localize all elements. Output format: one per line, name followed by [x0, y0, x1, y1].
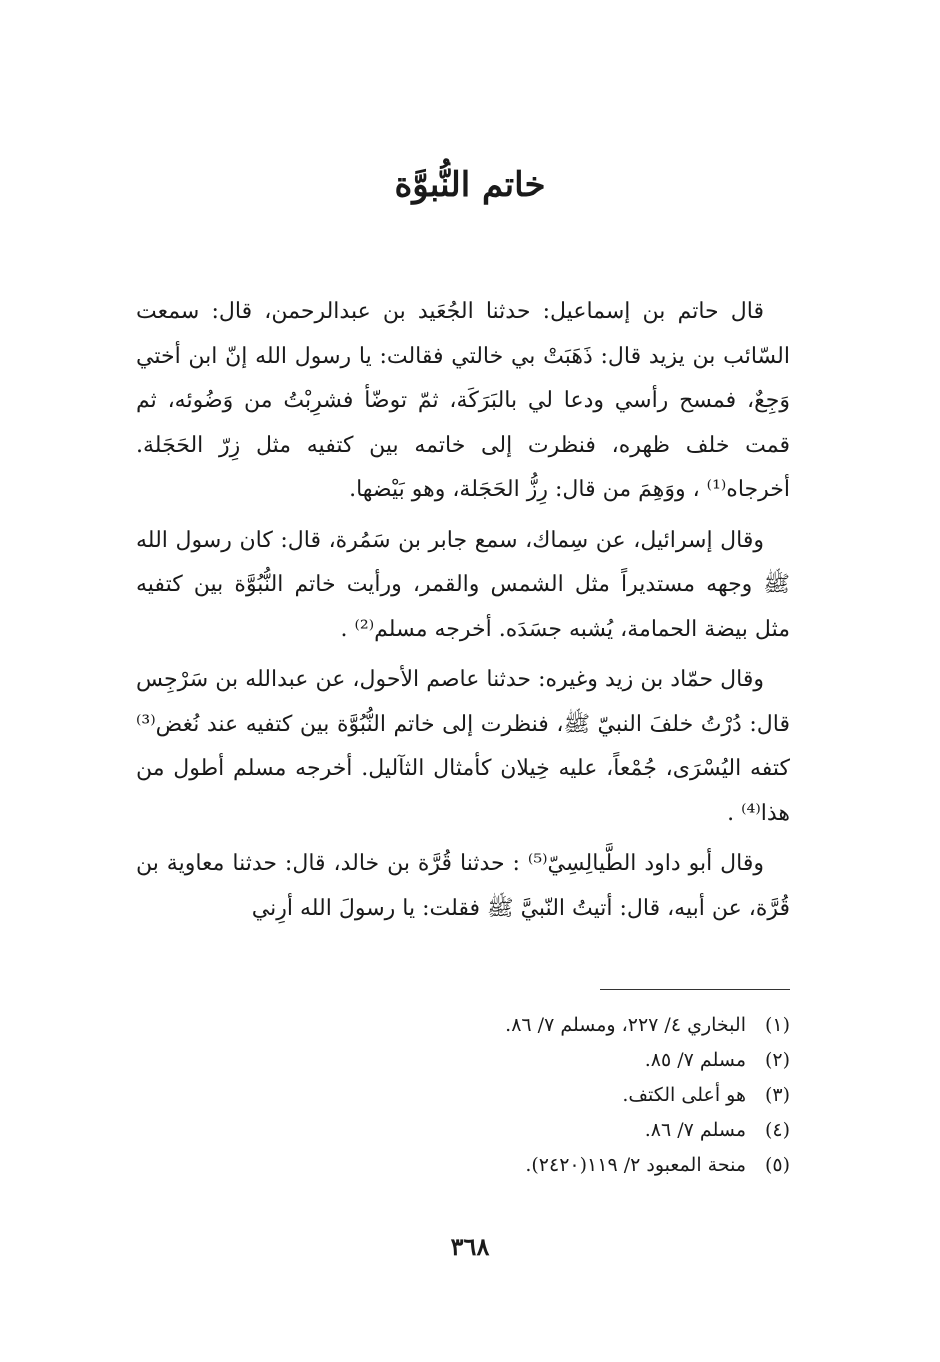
footnote-1 — [136, 1008, 790, 1043]
footnote-3 — [136, 1078, 790, 1113]
footnote-number: (١) — [764, 1014, 790, 1036]
footnote-number: (٣) — [764, 1084, 790, 1106]
footnote-text: مسلم ٧/ ٨٥. — [644, 1049, 746, 1071]
footnote-5 — [136, 1148, 790, 1183]
paragraph-3: وقال حمّاد بن زيد وغيره: حدثنا عاصم الأحول، عن عبدالله بن سَرْجِس قال: دُرْتُ خلفَ النبيّ ﷺ، فنظرت إلى خاتم النُّبُوَّة بين كتفيه عند نُغض⁽³⁾ كتفه اليُسْرَى، جُمْعاً، عليه خِيلان كأمثال الثآليل. أخرجه مسلم أطول من هذا⁽⁴⁾ . — [136, 667, 790, 826]
paragraph-4: وقال أبو داود الطَّيالِسِيّ⁽⁵⁾ : حدثنا قُرَّة بن خالد، قال: حدثنا معاوية بن قُرَّة، عن أبيه، قال: أتيتُ النّبيَّ ﷺ فقلت: يا رسولَ الله أرِني — [136, 851, 790, 921]
footnote-text: هو أعلى الكتف. — [622, 1084, 746, 1106]
footnote-text: مسلم ٧/ ٨٦. — [644, 1119, 746, 1141]
body-text — [136, 290, 790, 937]
footnote-4 — [136, 1113, 790, 1148]
footnote-2 — [136, 1043, 790, 1078]
footnote-number: (٥) — [764, 1154, 790, 1176]
footnotes — [136, 1008, 790, 1183]
footnote-number: (٢) — [764, 1049, 790, 1071]
footnote-divider — [600, 989, 790, 990]
page-number: ٣٦٨ — [450, 1232, 490, 1261]
paragraph-2: وقال إسرائيل، عن سِماك، سمع جابر بن سَمُرة، قال: كان رسول الله ﷺ وجهه مستديراً مثل الشمس والقمر، ورأيت خاتم النُّبُوَّة بين كتفيه مثل بيضة الحمامة، يُشبه جسَدَه. أخرجه مسلم⁽²⁾ . — [136, 527, 790, 642]
paragraph-1: قال حاتم بن إسماعيل: حدثنا الجُعَيد بن عبدالرحمن، قال: سمعت السّائب بن يزيد قال: ذَهَبَتْ بي خالتي فقالت: يا رسول الله إنّ ابن أختي وَجِعٌ، فمسح رأسي ودعا لي بالبَرَكَة، ثمّ توضّأ فشرِبْتُ من وَضُوئه، ثم قمت خلف ظهره، فنظرت إلى خاتمه بين كتفيه مثل زِرّ الحَجَلة. أخرجاه⁽¹⁾ ، ووَهِمَ من قال: رِزُّ الحَجَلة، وهو بَيْضها. — [136, 299, 790, 502]
footnote-text: البخاري ٤/ ٢٢٧، ومسلم ٧/ ٨٦. — [505, 1014, 746, 1036]
chapter-title: خاتم النُّبوَّة — [394, 165, 546, 205]
footnote-number: (٤) — [764, 1119, 790, 1141]
footnote-text: منحة المعبود ٢/ ١١٩(٢٤٢٠). — [525, 1154, 746, 1176]
